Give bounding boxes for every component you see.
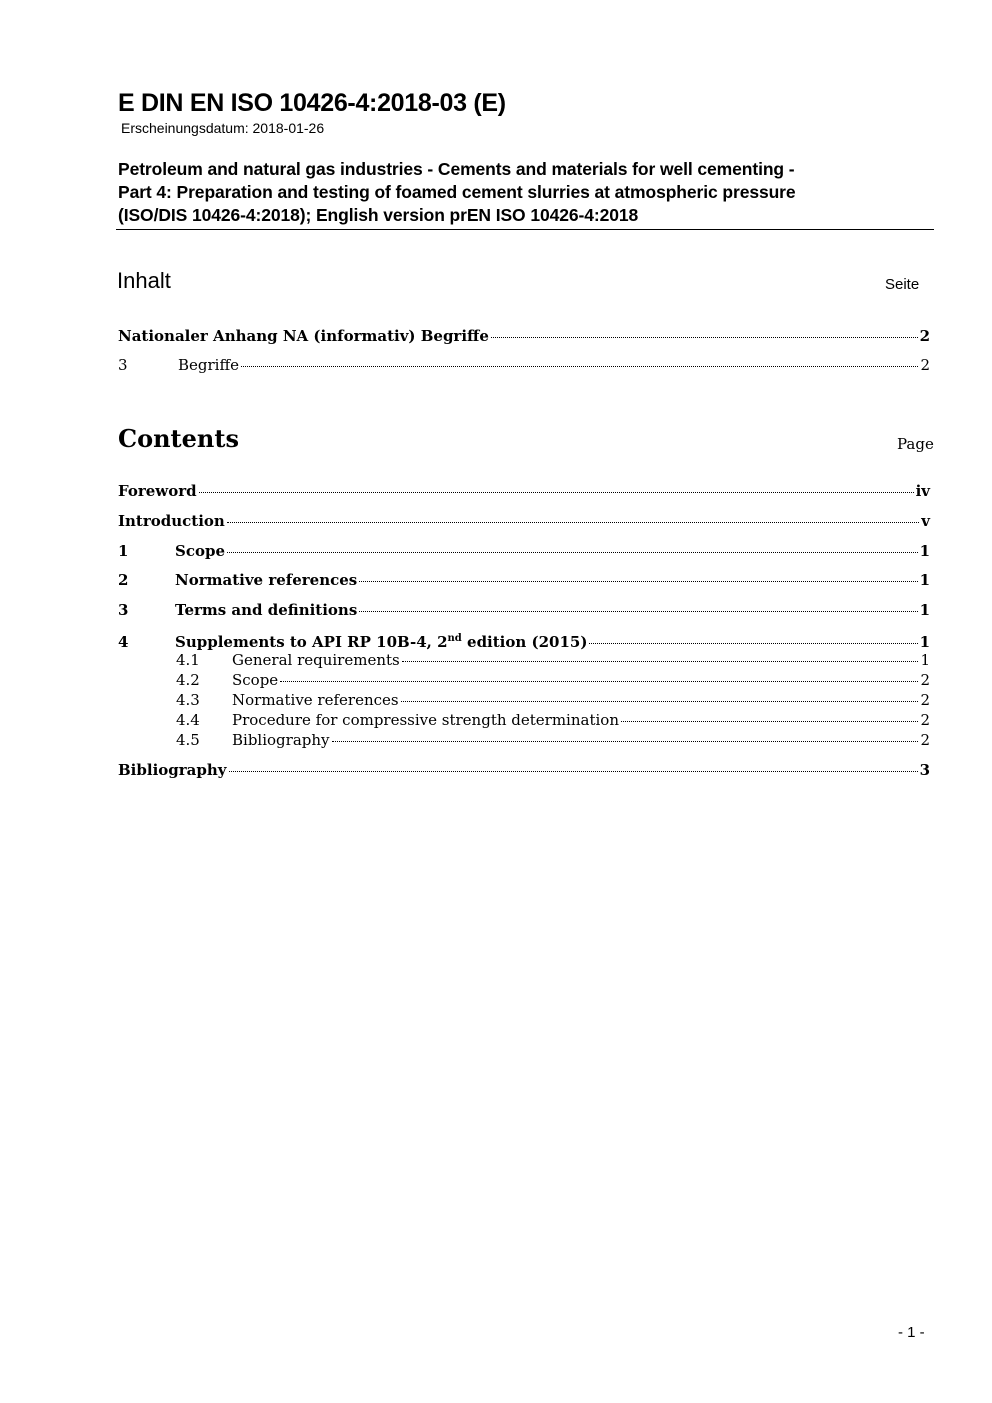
dot-leader	[491, 336, 918, 338]
toc-entry-title: Bibliography	[232, 731, 330, 749]
toc-entry-title: Normative references	[232, 691, 399, 709]
toc-entry-title-part: edition (2015)	[461, 633, 588, 651]
toc-entry-number: 4.5	[176, 731, 200, 749]
dot-leader	[332, 740, 919, 742]
dot-leader	[241, 365, 918, 367]
dot-leader	[359, 610, 917, 612]
toc-entry-title: Introduction	[118, 512, 225, 530]
toc-entry-scope[interactable]	[118, 541, 930, 561]
toc-entry-page: 2	[919, 327, 930, 345]
toc-entry-number: 4.3	[176, 691, 200, 709]
toc-entry-introduction[interactable]	[118, 511, 930, 531]
toc-entry-page: 2	[920, 731, 930, 749]
toc-entry-title: Scope	[175, 542, 226, 560]
toc-entry-page: 2	[920, 671, 930, 689]
dot-leader	[589, 642, 917, 644]
toc-entry-number: 4.4	[176, 711, 200, 729]
dot-leader	[359, 580, 917, 582]
toc-entry-title	[175, 629, 587, 652]
toc-entry-page: 1	[919, 571, 930, 589]
toc-entry-page: 3	[919, 761, 930, 779]
toc-entry-page: 2	[920, 711, 930, 729]
dot-leader	[401, 700, 919, 702]
toc-entry-title-part: Supplements to API RP 10B-4, 2	[175, 633, 448, 651]
document-subtitle-line-2: Part 4: Preparation and testing of foamed cement slurries at atmospheric pressure	[118, 182, 796, 202]
page-number: - 1 -	[898, 1324, 925, 1341]
toc-entry-title: Begriffe	[178, 356, 240, 374]
toc-entry-title: Procedure for compressive strength determination	[232, 711, 619, 729]
toc-entry-title: Bibliography	[118, 761, 227, 779]
toc-entry-title: Scope	[232, 671, 279, 689]
toc-entry-title-superscript: nd	[447, 633, 462, 644]
toc-entry-title: General requirements	[232, 651, 400, 669]
dot-leader	[621, 720, 918, 722]
toc-entry-number: 4.1	[176, 651, 200, 669]
toc-entry-title: Foreword	[118, 482, 197, 500]
toc-entry-supplements-api[interactable]	[118, 629, 930, 652]
document-title: E DIN EN ISO 10426-4:2018-03 (E)	[118, 89, 506, 117]
dot-leader	[227, 551, 918, 553]
toc-entry-general-requirements[interactable]	[176, 650, 930, 670]
inhalt-heading: Inhalt	[117, 268, 171, 293]
toc-entry-page: 1	[919, 601, 930, 619]
toc-entry-page: 2	[920, 356, 930, 374]
toc-entry-scope-sub[interactable]	[176, 670, 930, 690]
document-subtitle-line-3: (ISO/DIS 10426-4:2018); English version prEN ISO 10426-4:2018	[118, 205, 639, 225]
dot-leader	[227, 521, 919, 523]
toc-entry-terms-and-definitions[interactable]	[118, 600, 930, 620]
dot-leader	[402, 660, 919, 662]
toc-entry-number: 4.2	[176, 671, 200, 689]
dot-leader	[199, 491, 914, 493]
document-subtitle-line-1: Petroleum and natural gas industries - Cements and materials for well cementing -	[118, 159, 795, 179]
toc-entry-foreword[interactable]	[118, 481, 930, 501]
toc-entry-page: 1	[920, 651, 930, 669]
inhalt-page-label: Seite	[885, 276, 920, 293]
toc-entry-page: 2	[920, 691, 930, 709]
toc-entry-number: 3	[118, 356, 128, 374]
toc-entry-title: Terms and definitions	[175, 601, 358, 619]
toc-entry-normative-references[interactable]	[118, 570, 930, 590]
toc-entry-page: v	[921, 512, 930, 530]
toc-entry-number: 1	[118, 542, 129, 560]
toc-entry-number: 2	[118, 571, 129, 589]
dot-leader	[280, 680, 918, 682]
toc-entry-number: 3	[118, 601, 129, 619]
toc-entry-page: iv	[915, 482, 930, 500]
toc-entry-title: Normative references	[175, 571, 358, 589]
toc-entry-nationaler-anhang[interactable]	[118, 326, 930, 346]
toc-entry-compressive-strength[interactable]	[176, 710, 930, 730]
toc-entry-page: 1	[919, 542, 930, 560]
toc-entry-bibliography-sub[interactable]	[176, 730, 930, 750]
contents-heading: Contents	[118, 424, 239, 453]
toc-entry-page: 1	[919, 633, 930, 651]
toc-entry-begriffe[interactable]	[118, 355, 930, 375]
title-divider	[116, 229, 934, 230]
toc-entry-normative-references-sub[interactable]	[176, 690, 930, 710]
toc-entry-bibliography[interactable]	[118, 760, 930, 780]
dot-leader	[229, 770, 918, 772]
publication-date: Erscheinungsdatum: 2018-01-26	[121, 120, 325, 136]
toc-entry-title: Nationaler Anhang NA (informativ) Begriffe	[118, 327, 489, 345]
contents-page-label: Page	[897, 435, 934, 453]
toc-entry-number: 4	[118, 633, 129, 651]
